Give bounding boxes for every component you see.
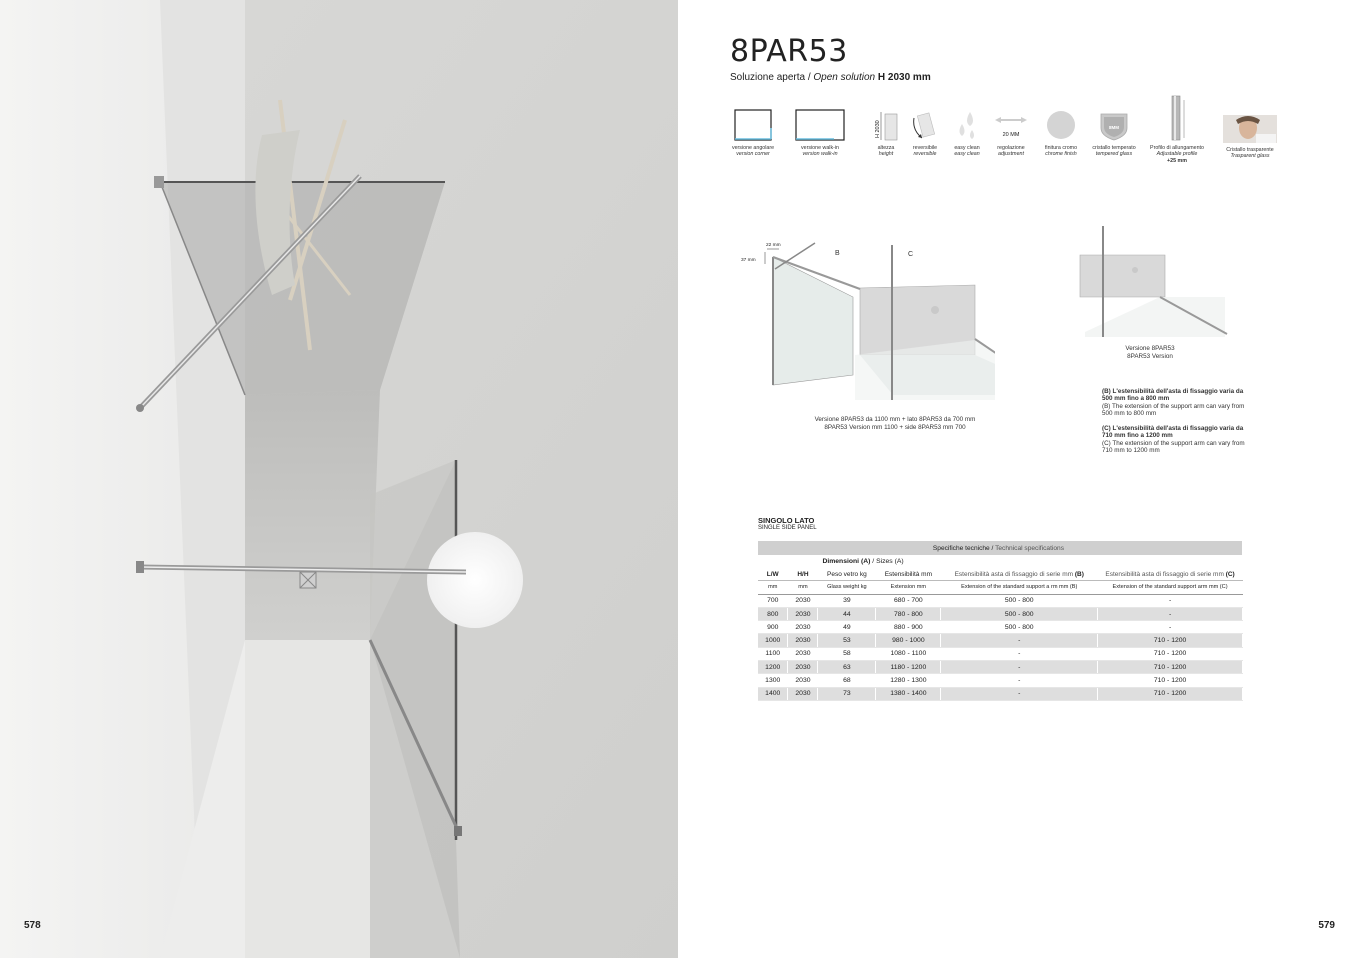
table-cell: - (1098, 594, 1243, 607)
feature-adjustment-it: regolazione (997, 145, 1025, 151)
dimensions-header (758, 555, 1243, 568)
feature-corner-it: versione angolare (731, 145, 775, 151)
feature-height-it: altezza (877, 145, 895, 151)
table-row (758, 674, 1243, 687)
table-cell: 2030 (788, 594, 818, 607)
feature-tempered-en: tempered glass (1095, 151, 1133, 158)
side-technical-diagram (1075, 222, 1235, 342)
table-cell: - (941, 687, 1098, 700)
adjustment-icon (993, 108, 1029, 142)
note-c-text: (C) The extension of the support arm can vary from 710 mm to 1200 mm (1102, 439, 1245, 455)
table-cell: 710 - 1200 (1098, 634, 1243, 647)
table-cell: - (1098, 621, 1243, 634)
table-row (758, 661, 1243, 674)
table-cell: 63 (818, 661, 876, 674)
feature-corner (728, 108, 778, 158)
col-lw: L/W (766, 570, 779, 578)
chrome-finish-icon (1044, 108, 1078, 142)
table-cell: 2030 (788, 607, 818, 620)
feature-adjustment-en: adjustment (998, 151, 1024, 158)
table-cell: 780 - 800 (876, 607, 941, 620)
feature-profile-it: Profilo di allungamento (1150, 145, 1204, 151)
feature-transparent-it: Cristallo trasparente (1226, 147, 1274, 153)
dim-37: 37 mm (741, 258, 756, 263)
dim-en: / Sizes (A) (872, 558, 904, 565)
feature-profile (1146, 94, 1208, 164)
column-headers (758, 568, 1243, 581)
feature-tempered-it: cristallo temperato (1092, 145, 1136, 151)
subtitle-en: Open solution (813, 72, 876, 83)
feature-corner-en: version corner (736, 151, 770, 158)
subtitle-height: H 2030 mm (877, 72, 931, 83)
table-cell: 800 (758, 607, 788, 620)
dim-22: 22 mm (766, 243, 781, 248)
table-cell: 2030 (788, 674, 818, 687)
table-cell: 1400 (758, 687, 788, 700)
side-diagram-caption (1100, 345, 1200, 360)
spec-en: Technical specifications (995, 544, 1064, 552)
table-cell: 1000 (758, 634, 788, 647)
transparent-glass-icon (1222, 114, 1278, 144)
note-b (1102, 388, 1252, 418)
label-b: B (835, 250, 840, 257)
feature-easy-clean-en: easy clean (954, 151, 980, 158)
side-caption-en: 8PAR53 Version (1127, 352, 1173, 360)
main-caption-it: Versione 8PAR53 da 1100 mm + lato 8PAR53 da 700 mm (814, 416, 976, 423)
table-cell: 710 - 1200 (1098, 687, 1243, 700)
feature-adjustment (992, 108, 1030, 158)
spec-header (758, 541, 1243, 555)
table-cell: - (941, 634, 1098, 647)
table-cell: 1280 - 1300 (876, 674, 941, 687)
table-cell: 680 - 700 (876, 594, 941, 607)
col-hh: H/H (797, 570, 809, 578)
section-subtitle: SINGLE SIDE PANEL (758, 525, 817, 531)
table-cell: 710 - 1200 (1098, 661, 1243, 674)
table-row (758, 687, 1243, 700)
subtitle-it: Soluzione aperta / (730, 72, 811, 83)
feature-easy-clean (950, 108, 984, 158)
adjustable-profile-icon (1162, 94, 1192, 142)
feature-reversible (908, 108, 942, 158)
table-cell: 49 (818, 621, 876, 634)
table-cell: 1380 - 1400 (876, 687, 941, 700)
feature-height (870, 108, 902, 158)
feature-walkin-it: versione walk-in (801, 145, 839, 151)
table-row (758, 621, 1243, 634)
table-cell: 500 - 800 (941, 594, 1098, 607)
feature-profile-extra: +25 mm (1167, 157, 1187, 164)
feature-transparent-en: Trasparent glass (1230, 153, 1270, 160)
table-row (758, 607, 1243, 620)
spec-it: Specifiche tecniche / (932, 544, 994, 552)
table-cell: 1080 - 1100 (876, 647, 941, 660)
unit-extb: Extension of the standard support a rm mm (B) (941, 581, 1098, 594)
table-cell: 1180 - 1200 (876, 661, 941, 674)
col-estb: Estensibilità asta di fissaggio di serie mm (954, 570, 1074, 578)
product-code: 8PAR53 (730, 34, 848, 69)
feature-transparent (1218, 114, 1282, 160)
feature-chrome-it: finitura cromo (1044, 145, 1078, 151)
table-cell: 2030 (788, 687, 818, 700)
table-cell: 1200 (758, 661, 788, 674)
tempered-icon-label: 8MM (1109, 125, 1119, 130)
col-b: (B) (1074, 570, 1084, 578)
height-icon (871, 108, 901, 142)
table-cell: 39 (818, 594, 876, 607)
feature-chrome (1040, 108, 1082, 158)
main-caption-en: 8PAR53 Version mm 1100 + side 8PAR53 mm 700 (824, 423, 966, 431)
feature-profile-en: Adjustable profile (1156, 151, 1198, 158)
table-cell: 500 - 800 (941, 607, 1098, 620)
unit-mm-2: mm (788, 581, 818, 594)
table-cell: 500 - 800 (941, 621, 1098, 634)
col-peso: Peso vetro kg (818, 568, 876, 581)
tempered-glass-icon (1097, 108, 1131, 142)
col-estc: Estensibilità asta di fissaggio di serie mm (1105, 570, 1224, 578)
product-subtitle (730, 72, 931, 83)
table-row (758, 634, 1243, 647)
main-diagram-caption (795, 416, 995, 431)
col-c: (C) (1225, 570, 1235, 578)
table-cell: 710 - 1200 (1098, 674, 1243, 687)
main-technical-diagram (735, 235, 995, 405)
table-cell: - (941, 661, 1098, 674)
note-c-bold: (C) L'estensibilità dell'asta di fissaggio varia da 710 mm fino a 1200 mm (1102, 425, 1244, 440)
table-cell: 1300 (758, 674, 788, 687)
section-title: SINGOLO LATO (758, 516, 815, 525)
feature-reversible-en: reversible (913, 151, 937, 158)
table-cell: 900 (758, 621, 788, 634)
corner-version-icon (733, 108, 773, 142)
unit-mm-1: mm (758, 581, 788, 594)
dim-a: (A) (860, 558, 871, 565)
spec-table (758, 541, 1243, 701)
note-b-text: (B) The extension of the support arm can vary from 500 mm to 800 mm (1102, 402, 1245, 418)
easy-clean-icon (952, 108, 982, 142)
table-cell: - (941, 647, 1098, 660)
feature-reversible-it: reversibile (912, 145, 938, 151)
table-cell: 73 (818, 687, 876, 700)
unit-glass: Glass weight kg (818, 581, 876, 594)
table-cell: 2030 (788, 634, 818, 647)
table-cell: 2030 (788, 647, 818, 660)
reversible-icon (910, 108, 940, 142)
table-cell: - (941, 674, 1098, 687)
table-cell: 44 (818, 607, 876, 620)
col-est: Estensibilità mm (876, 568, 941, 581)
table-cell: 68 (818, 674, 876, 687)
feature-walkin (793, 108, 847, 158)
height-icon-label: H 2030 (875, 120, 881, 138)
table-cell: - (1098, 607, 1243, 620)
unit-ext: Extension mm (876, 581, 941, 594)
table-cell: 2030 (788, 621, 818, 634)
adjustment-icon-label: 20 MM (1002, 132, 1020, 138)
dim-it: Dimensioni (822, 558, 860, 565)
table-cell: 980 - 1000 (876, 634, 941, 647)
page-number-right: 579 (1318, 920, 1335, 931)
table-cell: 700 (758, 594, 788, 607)
table-cell: 58 (818, 647, 876, 660)
table-cell: 880 - 900 (876, 621, 941, 634)
side-caption-it: Versione 8PAR53 (1125, 345, 1175, 352)
table-cell: 710 - 1200 (1098, 647, 1243, 660)
walk-in-version-icon (794, 108, 846, 142)
unit-extc: Extension of the standard support arm mm (C) (1098, 581, 1243, 594)
table-row (758, 594, 1243, 607)
table-cell: 53 (818, 634, 876, 647)
label-c: C (908, 251, 914, 258)
note-b-bold: (B) L'estensibilità dell'asta di fissaggio varia da 500 mm fino a 800 mm (1102, 388, 1244, 403)
feature-walkin-en: version walk-in (802, 151, 838, 158)
unit-headers (758, 581, 1243, 594)
note-c (1102, 425, 1252, 455)
table-cell: 1100 (758, 647, 788, 660)
table-cell: 2030 (788, 661, 818, 674)
page-number-left: 578 (24, 920, 41, 931)
feature-height-en: height (878, 151, 894, 158)
feature-easy-clean-it: easy clean (954, 145, 980, 151)
feature-chrome-en: chrome finish (1045, 151, 1077, 158)
feature-tempered (1088, 108, 1140, 158)
table-row (758, 647, 1243, 660)
